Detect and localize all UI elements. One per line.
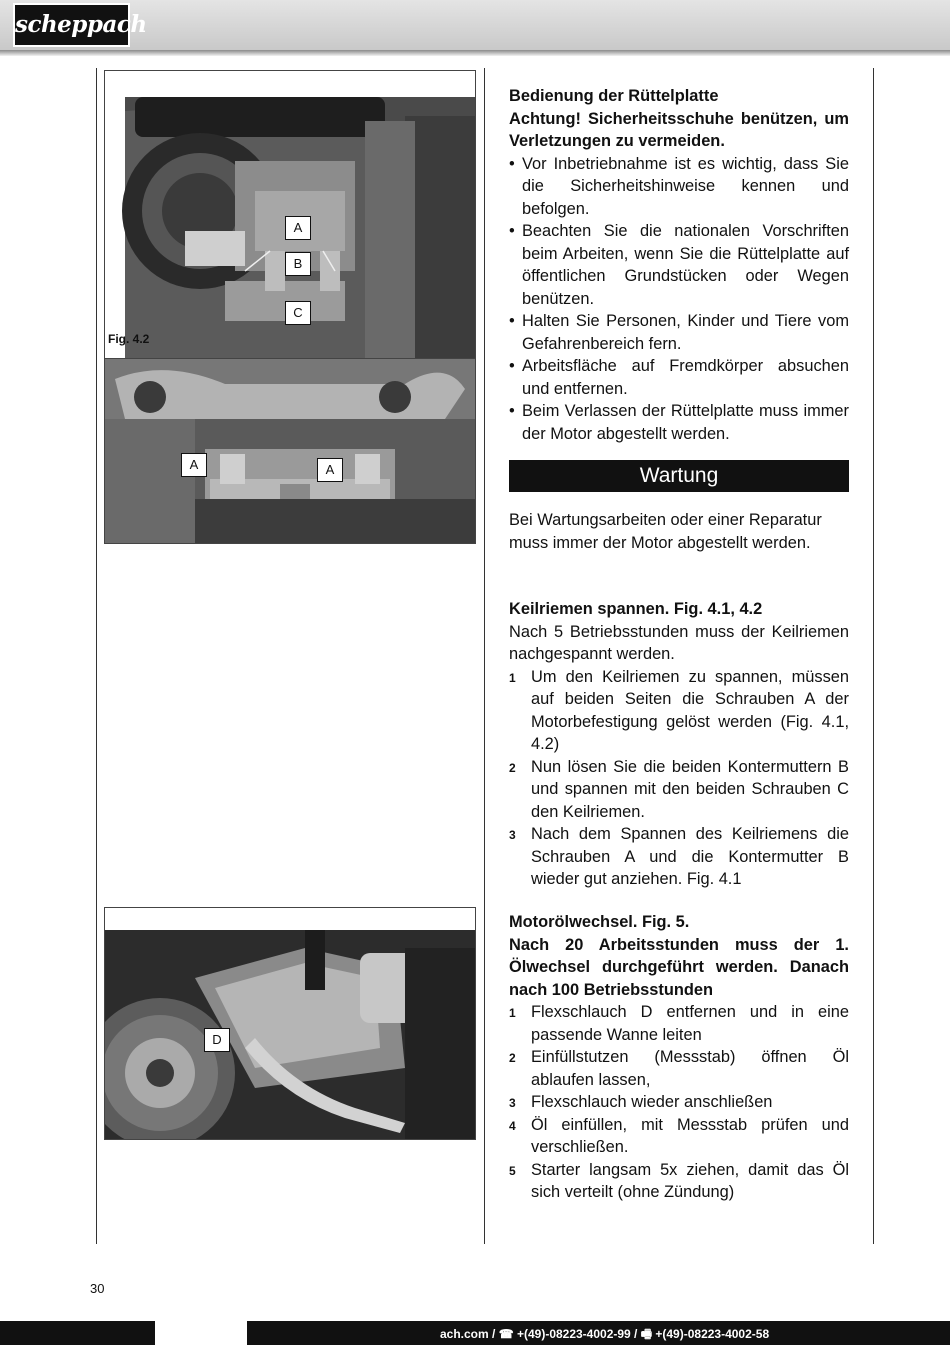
list-item: [509, 1091, 849, 1114]
list-item: [509, 1114, 849, 1159]
step-text: Nun lösen Sie die beiden Kontermuttern B und spannen mit den beiden Schrauben C den Keilriemen.: [531, 757, 849, 821]
callout-d-fig5: D: [204, 1028, 230, 1052]
belt-section: [509, 598, 849, 891]
maintenance-banner: Wartung: [509, 460, 849, 492]
step-text: Nach dem Spannen des Keilriemens die Schrauben A und die Kontermutter B wieder gut anziehen. Fig. 4.1: [531, 825, 849, 888]
list-item: • Arbeitsfläche auf Fremdkörper absuchen und entfernen.: [509, 355, 849, 400]
step-number: 5: [509, 1163, 516, 1178]
step-text: Um den Keilriemen zu spannen, müssen auf beiden Seiten die Schrauben A der Motorbefestigung gelöst werden (Fig. 4.1, 4.2): [531, 667, 849, 753]
callout-a-fig41: A: [285, 216, 311, 240]
step-text: Öl einfüllen, mit Messstab prüfen und verschließen.: [531, 1115, 849, 1156]
step-text: Starter langsam 5x ziehen, damit das Öl sich verteilt (ohne Zündung): [531, 1160, 849, 1201]
callout-a-left-fig42: A: [181, 453, 207, 477]
mount-bolts-image: [105, 359, 476, 544]
column-divider: [484, 68, 485, 1244]
oil-section: [509, 911, 849, 1204]
list-item: [509, 756, 849, 824]
list-item: • Beachten Sie die nationalen Vorschriften beim Arbeiten, wenn Sie die Rüttelplatte auf öffentlichen Grundstücken oder Wegen benützen.: [509, 220, 849, 310]
step-text: Flexschlauch wieder anschließen: [531, 1093, 773, 1111]
oil-heading: Motorölwechsel. Fig. 5.: [509, 913, 690, 931]
operation-section: [509, 85, 849, 445]
list-item: [509, 823, 849, 891]
list-item: [509, 1159, 849, 1204]
oil-steps: [509, 1001, 849, 1204]
fig-5-photo: [104, 907, 476, 1140]
step-number: 1: [509, 1006, 516, 1020]
header-shadow: [0, 50, 950, 56]
list-item: [509, 1001, 849, 1046]
maintenance-intro-section: [509, 509, 849, 554]
step-number: 3: [509, 1096, 516, 1110]
callout-a-right-fig42: A: [317, 458, 343, 482]
maintenance-intro: Bei Wartungsarbeiten oder einer Reparatur muss immer der Motor abgestellt werden.: [509, 511, 822, 552]
step-number: 3: [509, 828, 516, 842]
operation-heading: Bedienung der Rüttelplatte: [509, 87, 719, 105]
callout-b-fig41: B: [285, 252, 311, 276]
step-number: 2: [509, 760, 516, 775]
list-item: • Vor Inbetriebnahme ist es wichtig, dass Sie die Sicherheitshinweise kennen und befolgen.: [509, 153, 849, 221]
left-margin-line: [96, 68, 97, 1244]
fig-4-2-photo: [104, 358, 476, 544]
belt-heading: Keilriemen spannen. Fig. 4.1, 4.2: [509, 600, 763, 618]
page-number: 30: [90, 1281, 105, 1296]
oil-intro: Nach 20 Arbeitsstunden muss der 1. Ölwechsel durchgeführt werden. Danach nach 100 Betriebsstunden: [509, 935, 849, 999]
belt-intro: Nach 5 Betriebsstunden muss der Keilriemen nachgespannt werden.: [509, 622, 849, 663]
list-item: • Halten Sie Personen, Kinder und Tiere vom Gefahrenbereich fern.: [509, 310, 849, 355]
list-item: • Beim Verlassen der Rüttelplatte muss immer der Motor abgestellt werden.: [509, 400, 849, 445]
belt-steps: [509, 666, 849, 891]
callout-c-fig41: C: [285, 301, 311, 325]
fig-4-1-photo: [104, 70, 476, 360]
safety-warning: Achtung! Sicherheitsschuhe benützen, um Verletzungen zu vermeiden.: [509, 109, 849, 150]
footer-contact: ach.com / ☎ +(49)-08223-4002-99 / 🖷 +(49)-08223-4002-58: [440, 1327, 770, 1341]
step-text: Flexschlauch D entfernen und in eine passende Wanne leiten: [531, 1003, 849, 1044]
operation-bullet-list: [509, 153, 849, 446]
fig-4-2-label: Fig. 4.2: [108, 332, 150, 346]
right-margin-line: [873, 68, 874, 1244]
list-item: [509, 1046, 849, 1091]
step-number: 1: [509, 670, 516, 685]
oil-drain-image: [105, 908, 476, 1140]
step-number: 2: [509, 1051, 516, 1065]
footer-white-block: [155, 1321, 247, 1345]
step-text: Einfüllstutzen (Messstab) öffnen Öl ablaufen lassen,: [531, 1048, 849, 1089]
brand-logo: scheppach: [13, 3, 130, 47]
list-item: [509, 666, 849, 756]
step-number: 4: [509, 1118, 516, 1133]
